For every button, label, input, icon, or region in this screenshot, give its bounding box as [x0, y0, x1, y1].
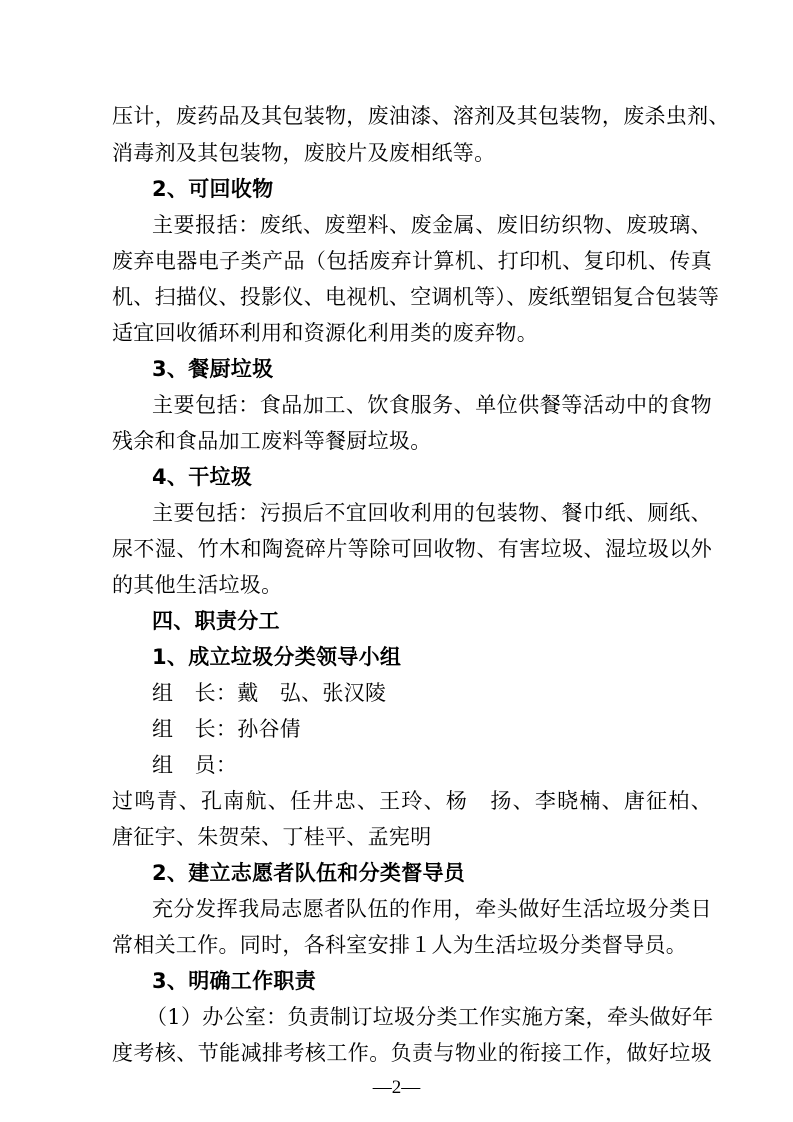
- body-text-line: 机、扫描仪、投影仪、电视机、空调机等）、废纸塑铝复合包装等: [112, 285, 720, 309]
- section-heading: 1、成立垃圾分类领导小组: [152, 645, 402, 669]
- section-heading: 2、建立志愿者队伍和分类督导员: [152, 861, 466, 885]
- section-heading: 4、干垃圾: [152, 465, 253, 489]
- member-list-line: 过鸣青、孔南航、任井忠、王玲、杨 扬、李晓楠、唐征柏、: [112, 789, 712, 813]
- section-heading: 2、可回收物: [152, 177, 274, 201]
- page-number: —2—: [372, 1077, 421, 1098]
- body-text-line: 残余和食品加工废料等餐厨垃圾。: [112, 429, 432, 453]
- chapter-heading: 四、职责分工: [152, 609, 280, 633]
- section-heading: 3、餐厨垃圾: [152, 357, 274, 381]
- body-text-line: 尿不湿、竹木和陶瓷碎片等除可回收物、有害垃圾、湿垃圾以外: [112, 537, 712, 561]
- body-text-line: 主要报括：废纸、废塑料、废金属、废旧纺织物、废玻璃、: [152, 213, 712, 237]
- member-list-line: 唐征宇、朱贺荣、丁桂平、孟宪明: [112, 825, 432, 849]
- body-text-line: 常相关工作。同时，各科室安排１人为生活垃圾分类督导员。: [112, 933, 688, 957]
- body-text-line: 消毒剂及其包装物，废胶片及废相纸等。: [112, 141, 496, 165]
- body-text-line: 度考核、节能减排考核工作。负责与物业的衔接工作，做好垃圾: [112, 1041, 712, 1065]
- group-leader-line: 组 长：戴 弘、张汉陵: [152, 681, 387, 705]
- section-heading: 3、明确工作职责: [152, 969, 317, 993]
- body-text-line: 主要包括：食品加工、饮食服务、单位供餐等活动中的食物: [152, 393, 712, 417]
- body-text-line: 充分发挥我局志愿者队伍的作用，牵头做好生活垃圾分类日: [152, 897, 712, 921]
- body-text-line: 适宜回收循环利用和资源化利用类的废弃物。: [112, 321, 538, 345]
- group-leader-line: 组 长：孙谷倩: [152, 717, 302, 741]
- body-text-line: 压计，废药品及其包装物，废油漆、溶剂及其包装物，废杀虫剂、: [112, 104, 730, 128]
- body-text-line: 废弃电器电子类产品（包括废弃计算机、打印机、复印机、传真: [112, 249, 712, 273]
- body-text-line: （1）办公室：负责制订垃圾分类工作实施方案，牵头做好年: [146, 1005, 714, 1029]
- body-text-line: 的其他生活垃圾。: [112, 573, 283, 597]
- body-text-line: 主要包括：污损后不宜回收利用的包装物、餐巾纸、厕纸、: [152, 501, 712, 525]
- group-member-label: 组 员：: [152, 753, 238, 777]
